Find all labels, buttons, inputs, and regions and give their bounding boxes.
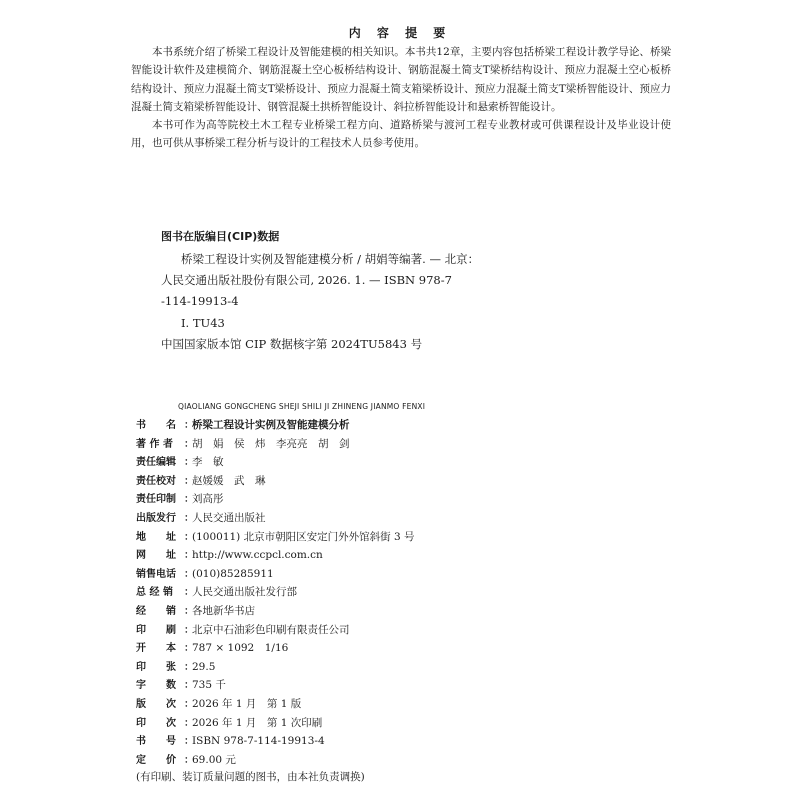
info-row	[136, 639, 696, 658]
info-label-colon: ：	[184, 587, 194, 599]
info-label	[136, 528, 194, 543]
info-value: 赵媛媛 武 琳	[192, 474, 266, 487]
info-value: 刘高彤	[192, 493, 224, 506]
info-label	[136, 416, 194, 431]
info-label-colon: ：	[184, 438, 194, 450]
info-label-colon: ：	[184, 717, 194, 729]
page-title: 内 容 提 要	[348, 26, 452, 40]
info-value: 桥梁工程设计实例及智能建模分析	[192, 419, 350, 431]
info-label-colon: ：	[184, 754, 194, 766]
info-label-colon: ：	[184, 736, 194, 748]
info-label-text: 经 销	[136, 605, 176, 617]
info-label-text: 字 数	[136, 680, 176, 692]
info-row	[136, 416, 696, 435]
info-label-colon: ：	[184, 698, 194, 710]
info-label-colon: ：	[184, 531, 194, 543]
info-row	[136, 621, 696, 640]
summary-paragraph-1: 本书系统介绍了桥梁工程设计及智能建模的相关知识。本书共12章，主要内容包括桥梁工程设计教学导论、桥梁智能设计软件及建模简介、钢筋混凝土空心板桥结构设计、钢筋混凝土简支T梁桥结构设计、预应力混凝土空心板桥结构设计、预应力混凝土简支T梁桥设计、预应力混凝土简支箱梁桥设计、预应力混凝土简支T梁桥智能设计、预应力混凝土简支箱梁桥智能设计、钢管混凝土拱桥智能设计、斜拉桥智能设计和悬索桥智能设计。	[131, 46, 671, 113]
info-label-text: 印 张	[136, 661, 176, 673]
info-value: 各地新华书店	[192, 604, 255, 617]
info-label-text: 开 本	[136, 643, 176, 655]
info-label	[136, 751, 194, 766]
title-pinyin: QIAOLIANG GONGCHENG SHEJI SHILI JI ZHINENG JIANMO FENXI	[178, 402, 426, 411]
info-row	[136, 676, 696, 695]
info-label-text: 网 址	[136, 550, 176, 562]
cip-line-classification: Ⅰ. TU43	[181, 315, 225, 330]
info-value: 李 敏	[192, 456, 224, 469]
info-label-colon: ：	[184, 475, 194, 487]
info-value: 69.00 元	[192, 753, 236, 766]
info-label-colon: ：	[184, 494, 194, 506]
info-value: 735 千	[192, 679, 226, 692]
quality-note-text: (有印刷、装订质量问题的图书，由本社负责调换)	[136, 771, 365, 784]
info-row	[136, 565, 696, 584]
summary-paragraph-2: 本书可作为高等院校土木工程专业桥梁工程方向、道路桥梁与渡河工程专业教材或可供课程设计及毕业设计使用，也可供从事桥梁工程分析与设计的工程技术人员参考使用。	[131, 119, 671, 150]
info-label	[136, 639, 194, 655]
info-label-text: 总 经 销	[136, 587, 173, 599]
info-label-colon: ：	[184, 457, 194, 469]
info-label	[136, 695, 194, 710]
info-value: 2026 年 1 月 第 1 次印刷	[192, 716, 323, 729]
info-label-colon: ：	[184, 512, 194, 524]
cip-line-publisher: 人民交通出版社股份有限公司, 2026. 1. — ISBN 978-7	[161, 273, 452, 288]
info-label-text: 责任校对	[136, 475, 176, 487]
info-label	[136, 546, 194, 562]
info-label	[136, 453, 194, 469]
info-label-colon: ：	[184, 661, 194, 673]
info-value: 人民交通出版社	[192, 511, 266, 524]
info-label-text: 出版发行	[136, 512, 176, 524]
info-value: http://www.ccpcl.com.cn	[192, 549, 323, 562]
info-label-text: 书 名	[136, 420, 176, 431]
info-label-colon: ：	[184, 420, 194, 431]
info-label-colon: ：	[184, 624, 194, 636]
info-value: 29.5	[192, 660, 216, 673]
info-label-text: 销售电话	[136, 568, 176, 580]
summary-section	[131, 43, 671, 153]
info-row	[136, 583, 696, 602]
info-label-text: 版 次	[136, 698, 176, 710]
cip-data-block	[161, 228, 581, 355]
info-label-colon: ：	[184, 550, 194, 562]
info-label-text: 地 址	[136, 531, 176, 543]
info-label	[136, 565, 194, 580]
info-label-colon: ：	[184, 680, 194, 692]
info-row	[136, 472, 696, 491]
info-row	[136, 435, 696, 454]
info-row	[136, 658, 696, 677]
quality-note	[136, 769, 696, 788]
info-label-colon: ：	[184, 605, 194, 617]
info-row	[136, 490, 696, 509]
info-value: 2026 年 1 月 第 1 版	[192, 697, 302, 710]
info-value: 787 × 1092 1/16	[192, 642, 289, 655]
info-row	[136, 546, 696, 565]
info-row	[136, 695, 696, 714]
info-label	[136, 509, 194, 524]
info-row	[136, 528, 696, 547]
info-value: (100011) 北京市朝阳区安定门外外馆斜街 3 号	[192, 530, 415, 543]
info-label	[136, 676, 194, 692]
info-label-text: 著 作 者	[136, 438, 173, 450]
info-value: ISBN 978-7-114-19913-4	[192, 735, 325, 748]
info-label	[136, 472, 194, 487]
cip-heading: 图书在版编目(CIP)数据	[161, 230, 280, 243]
info-label	[136, 732, 194, 748]
info-label-text: 定 价	[136, 754, 176, 766]
info-label-text: 书 号	[136, 736, 176, 748]
info-row	[136, 602, 696, 621]
info-label-text: 印 次	[136, 717, 176, 729]
info-row	[136, 714, 696, 733]
info-label	[136, 602, 194, 617]
info-value: (010)85285911	[192, 567, 274, 580]
info-label-colon: ：	[184, 643, 194, 655]
info-row	[136, 751, 696, 770]
info-label	[136, 435, 194, 450]
info-label	[136, 714, 194, 729]
cip-line-title: 桥梁工程设计实例及智能建模分析 / 胡娟等编著. — 北京：	[181, 252, 480, 266]
cip-line-isbn: -114-19913-4	[161, 294, 239, 309]
info-row	[136, 453, 696, 472]
info-row	[136, 732, 696, 751]
info-value: 胡 娟 侯 炜 李亮亮 胡 剑	[192, 437, 350, 450]
info-label	[136, 490, 194, 506]
info-label-text: 印 刷	[136, 624, 176, 636]
publication-info-table	[136, 416, 696, 788]
info-label-text: 责任编辑	[136, 457, 176, 469]
info-label-colon: ：	[184, 568, 194, 580]
info-label	[136, 658, 194, 673]
info-label-text: 责任印制	[136, 494, 176, 506]
info-label	[136, 621, 194, 636]
info-row	[136, 509, 696, 528]
info-label	[136, 583, 194, 599]
info-value: 北京中石油彩色印刷有限责任公司	[192, 623, 350, 636]
info-value: 人民交通出版社发行部	[192, 586, 297, 599]
cip-line-library-number: 中国国家版本馆 CIP 数据核字第 2024TU5843 号	[161, 336, 423, 351]
